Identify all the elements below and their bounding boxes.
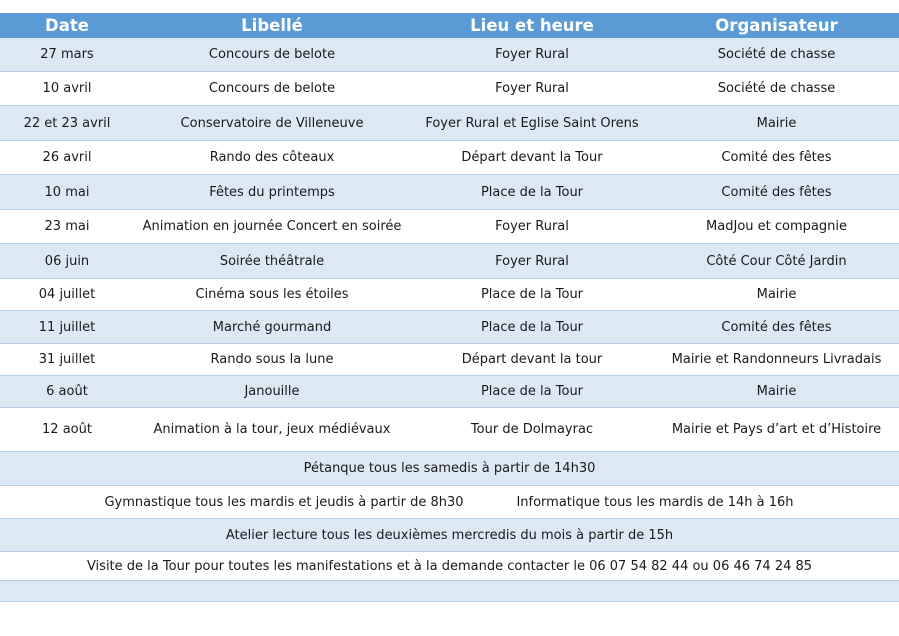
note-row-visite	[0, 552, 899, 581]
cell-date: 10 mai	[44, 184, 90, 200]
cell-lieu: Foyer Rural	[495, 219, 569, 234]
cell-date: 23 mai	[44, 219, 90, 234]
cell-libelle: Rando des côteaux	[209, 150, 335, 165]
cell-date: 04 juillet	[38, 287, 96, 302]
cell-organisateur: MadJou et compagnie	[706, 219, 847, 234]
cell-date: 11 juillet	[38, 319, 96, 335]
cell-lieu: Place de la Tour	[480, 384, 584, 399]
table-header	[0, 13, 899, 38]
table-row	[0, 210, 899, 244]
header-organisateur: Organisateur	[715, 16, 838, 35]
note-row-lecture	[0, 519, 899, 552]
cell-date: 12 août	[42, 422, 92, 437]
table-row	[0, 175, 899, 210]
table-row	[0, 141, 899, 175]
note-row-petanque	[0, 452, 899, 486]
table-row	[0, 408, 899, 452]
cell-libelle: Animation à la tour, jeux médiévaux	[153, 422, 391, 437]
note-visite: Visite de la Tour pour toutes les manifestations et à la demande contacter le 06 07 54 82 44 ou 06 46 74 24 85	[86, 558, 813, 574]
cell-libelle: Janouille	[244, 384, 300, 399]
cell-lieu: Foyer Rural et Eglise Saint Orens	[425, 115, 639, 131]
cell-lieu: Foyer Rural	[495, 253, 569, 269]
empty-row	[0, 581, 899, 602]
cell-organisateur: Mairie et Randonneurs Livradais	[671, 352, 882, 367]
header-date: Date	[45, 16, 89, 35]
cell-libelle: Soirée théâtrale	[219, 253, 325, 269]
cell-organisateur: Mairie	[756, 115, 797, 131]
note-row-activities	[0, 486, 899, 519]
header-libelle: Libellé	[241, 16, 303, 35]
cell-date: 27 mars	[40, 47, 94, 62]
cell-libelle: Fêtes du printemps	[209, 184, 335, 200]
cell-date: 26 avril	[42, 150, 92, 165]
table-row	[0, 344, 899, 376]
note-informatique: Informatique tous les mardis de 14h à 16h	[516, 494, 794, 510]
note-lecture: Atelier lecture tous les deuxièmes mercredis du mois à partir de 15h	[225, 527, 674, 543]
events-table	[0, 13, 899, 602]
cell-lieu: Foyer Rural	[495, 81, 569, 96]
cell-organisateur: Comité des fêtes	[721, 319, 832, 335]
table-row	[0, 38, 899, 72]
cell-lieu: Départ devant la tour	[461, 352, 603, 367]
cell-libelle: Animation en journée Concert en soirée	[142, 219, 402, 234]
cell-lieu: Place de la Tour	[480, 287, 584, 302]
cell-libelle: Cinéma sous les étoiles	[195, 287, 349, 302]
cell-organisateur: Côté Cour Côté Jardin	[706, 253, 847, 269]
table-row	[0, 72, 899, 106]
cell-date: 10 avril	[42, 81, 92, 96]
note-petanque: Pétanque tous les samedis à partir de 14h30	[303, 461, 596, 476]
cell-organisateur: Mairie et Pays d’art et d’Histoire	[671, 422, 882, 437]
cell-libelle: Marché gourmand	[212, 319, 332, 335]
cell-organisateur: Comité des fêtes	[721, 150, 832, 165]
cell-date: 06 juin	[44, 253, 90, 269]
table-row	[0, 311, 899, 344]
cell-libelle: Rando sous la lune	[210, 352, 334, 367]
cell-date: 31 juillet	[38, 352, 96, 367]
cell-organisateur: Mairie	[756, 384, 797, 399]
table-row	[0, 279, 899, 311]
table-row	[0, 244, 899, 279]
cell-lieu: Place de la Tour	[480, 184, 584, 200]
cell-organisateur: Société de chasse	[717, 81, 836, 96]
cell-libelle: Concours de belote	[208, 81, 336, 96]
cell-lieu: Foyer Rural	[495, 47, 569, 62]
cell-date: 6 août	[46, 384, 88, 399]
cell-organisateur: Mairie	[756, 287, 797, 302]
cell-libelle: Conservatoire de Villeneuve	[180, 115, 364, 131]
cell-lieu: Place de la Tour	[480, 319, 584, 335]
table-row	[0, 376, 899, 408]
cell-organisateur: Société de chasse	[717, 47, 836, 62]
note-gymnastique: Gymnastique tous les mardis et jeudis à partir de 8h30	[104, 494, 464, 510]
table-row	[0, 106, 899, 141]
cell-libelle: Concours de belote	[208, 47, 336, 62]
cell-lieu: Tour de Dolmayrac	[470, 422, 594, 437]
header-lieu: Lieu et heure	[470, 16, 594, 35]
cell-lieu: Départ devant la Tour	[461, 150, 603, 165]
cell-organisateur: Comité des fêtes	[721, 184, 832, 200]
cell-date: 22 et 23 avril	[23, 115, 111, 131]
